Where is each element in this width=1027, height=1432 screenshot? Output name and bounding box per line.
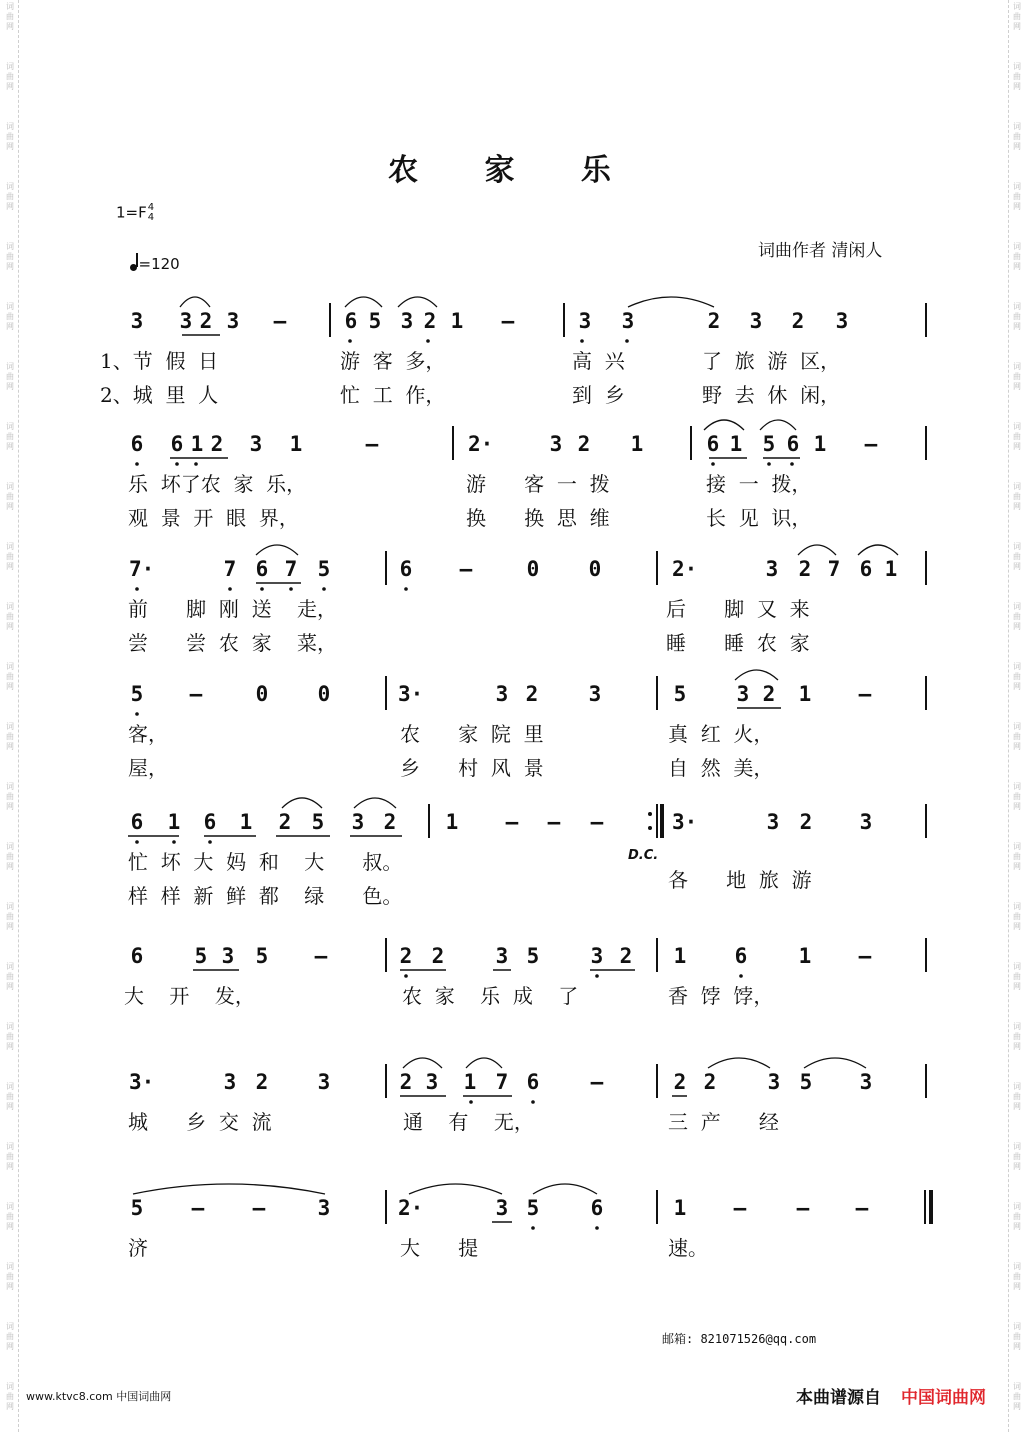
dash-note: – xyxy=(858,682,872,706)
note: 1 xyxy=(239,810,253,834)
left-watermark-strip xyxy=(2,0,19,1432)
note: 3 xyxy=(317,1070,331,1094)
watermark-text: 词 曲 网 xyxy=(1013,542,1021,571)
watermark-text: 词 曲 网 xyxy=(6,542,14,571)
note: 1 xyxy=(673,944,687,968)
lyric-line: 大 开 发， xyxy=(124,984,255,1008)
note: 3 xyxy=(495,1196,509,1220)
dash-note: – xyxy=(273,309,287,333)
note: 5 xyxy=(526,944,540,968)
note: 2 xyxy=(673,1070,687,1094)
footer-website: www.ktvc8.com 中国词曲网 xyxy=(26,1390,172,1403)
octave-dot xyxy=(711,462,715,466)
lyric-line: 济 xyxy=(128,1236,148,1260)
note: 0 xyxy=(526,557,540,581)
watermark-text: 词 曲 网 xyxy=(6,2,14,31)
note: 6 xyxy=(255,557,269,581)
octave-dot xyxy=(426,339,430,343)
note: 3 xyxy=(859,810,873,834)
slur-mark xyxy=(409,1184,502,1194)
barline xyxy=(925,426,927,460)
note: 7· xyxy=(129,557,155,581)
note: 2 xyxy=(210,432,224,456)
repeat-barline xyxy=(660,804,664,838)
note: 6 xyxy=(590,1196,604,1220)
watermark-text: 词 曲 网 xyxy=(1013,242,1021,271)
note: 6 xyxy=(170,432,184,456)
lyric-line: 农 家 院 里 xyxy=(400,722,544,746)
barline xyxy=(656,1064,658,1098)
note: 6 xyxy=(734,944,748,968)
tempo-marking xyxy=(130,255,180,273)
note: 3 xyxy=(223,1070,237,1094)
slur-mark xyxy=(858,545,898,555)
lyric-line: 客， xyxy=(128,722,168,746)
watermark-text: 词 曲 网 xyxy=(6,1202,14,1231)
note: 2 xyxy=(791,309,805,333)
watermark-text: 词 曲 网 xyxy=(1013,662,1021,691)
note: 3 xyxy=(400,309,414,333)
watermark-text: 词 曲 网 xyxy=(6,302,14,331)
dash-note: – xyxy=(191,1196,205,1220)
barline xyxy=(925,804,927,838)
note: 2 xyxy=(423,309,437,333)
note: 7 xyxy=(495,1070,509,1094)
note: 5 xyxy=(317,557,331,581)
slur-mark xyxy=(798,545,836,555)
lyric-line: 游 客 多， xyxy=(340,349,446,373)
watermark-text: 词 曲 网 xyxy=(1013,722,1021,751)
note: 6 xyxy=(859,557,873,581)
barline xyxy=(385,1190,387,1224)
final-barline xyxy=(924,1190,926,1224)
quarter-note-stem xyxy=(136,253,138,267)
watermark-text: 词 曲 网 xyxy=(1013,1022,1021,1051)
lyric-line: 乐 坏了农 家 乐， xyxy=(128,472,307,496)
note: 3· xyxy=(398,682,424,706)
note: 7 xyxy=(284,557,298,581)
watermark-text: 词 曲 网 xyxy=(1013,302,1021,331)
note: 3 xyxy=(588,682,602,706)
note: 3 xyxy=(765,557,779,581)
watermark-text: 词 曲 网 xyxy=(1013,1382,1021,1411)
lyric-line: 速。 xyxy=(668,1236,708,1260)
dash-note: – xyxy=(796,1196,810,1220)
note: 3 xyxy=(130,309,144,333)
octave-dot xyxy=(194,462,198,466)
slur-mark xyxy=(354,798,396,808)
lyric-line: 接 一 拨， xyxy=(706,472,812,496)
octave-dot xyxy=(469,1100,473,1104)
lyric-line: 高 兴 xyxy=(572,349,625,373)
meter-top: 4 xyxy=(147,202,155,213)
lyric-line: 样 样 新 鲜 都 绿 色。 xyxy=(128,884,403,908)
note: 5 xyxy=(526,1196,540,1220)
watermark-text: 词 曲 网 xyxy=(1013,842,1021,871)
lyric-line: 观 景 开 眼 界， xyxy=(128,506,299,530)
watermark-text: 词 曲 网 xyxy=(6,362,14,391)
octave-dot xyxy=(289,587,293,591)
note: 3 xyxy=(736,682,750,706)
note: 3 xyxy=(226,309,240,333)
lyric-line: 屋， xyxy=(128,756,168,780)
watermark-text: 词 曲 网 xyxy=(1013,1202,1021,1231)
note: 1 xyxy=(798,682,812,706)
note: 2 xyxy=(619,944,633,968)
watermark-text: 词 曲 网 xyxy=(6,62,14,91)
note: 6 xyxy=(130,944,144,968)
watermark-text: 词 曲 网 xyxy=(6,122,14,151)
note: 1 xyxy=(463,1070,477,1094)
slur-mark xyxy=(398,297,437,307)
note: 5 xyxy=(673,682,687,706)
note: 2 xyxy=(703,1070,717,1094)
note: 1 xyxy=(630,432,644,456)
octave-dot xyxy=(404,974,408,978)
slur-mark xyxy=(533,1184,597,1194)
watermark-text: 词 曲 网 xyxy=(6,902,14,931)
footer-brand: 中国词曲网 xyxy=(901,1388,986,1408)
note: 3 xyxy=(317,1196,331,1220)
slur-mark xyxy=(735,670,778,680)
watermark-text: 词 曲 网 xyxy=(6,482,14,511)
watermark-text: 词 曲 网 xyxy=(6,962,14,991)
note: 3 xyxy=(425,1070,439,1094)
tempo-value: =120 xyxy=(138,255,180,273)
note: 6 xyxy=(526,1070,540,1094)
watermark-text: 词 曲 网 xyxy=(6,722,14,751)
footer-source xyxy=(796,1383,986,1408)
note: 3 xyxy=(351,810,365,834)
lyric-line: 忙 坏 大 妈 和 大 叔。 xyxy=(128,850,403,874)
note: 3· xyxy=(129,1070,155,1094)
watermark-text: 词 曲 网 xyxy=(1013,1262,1021,1291)
octave-dot xyxy=(135,462,139,466)
lyric-line: 自 然 美， xyxy=(668,756,774,780)
watermark-text: 词 曲 网 xyxy=(1013,902,1021,931)
note: 2 xyxy=(399,944,413,968)
watermark-text: 词 曲 网 xyxy=(1013,62,1021,91)
lyric-line: 1、节 假 日 xyxy=(100,349,219,373)
octave-dot xyxy=(208,840,212,844)
right-watermark-strip xyxy=(1008,0,1025,1432)
dc-marking: D.C. xyxy=(628,848,659,863)
lyric-line: 野 去 休 闲， xyxy=(702,383,841,407)
watermark-text: 词 曲 网 xyxy=(1013,962,1021,991)
octave-dot xyxy=(580,339,584,343)
dash-note: – xyxy=(501,309,515,333)
watermark-text: 词 曲 网 xyxy=(6,1322,14,1351)
email-line: 邮箱: 821071526@qq.com xyxy=(662,1332,817,1346)
note: 6 xyxy=(706,432,720,456)
octave-dot xyxy=(135,712,139,716)
barline xyxy=(656,938,658,972)
slur-mark xyxy=(282,798,322,808)
note: 2 xyxy=(707,309,721,333)
slur-mark xyxy=(345,297,382,307)
note: 3 xyxy=(549,432,563,456)
note: 2 xyxy=(799,810,813,834)
note: 5 xyxy=(762,432,776,456)
note: 3 xyxy=(766,810,780,834)
note: 3 xyxy=(835,309,849,333)
dash-note: – xyxy=(547,810,561,834)
note: 1 xyxy=(450,309,464,333)
note: 3 xyxy=(749,309,763,333)
lyric-line: 游 客 一 拨 xyxy=(466,472,610,496)
dash-note: – xyxy=(314,944,328,968)
watermark-text: 词 曲 网 xyxy=(1013,782,1021,811)
slur-mark xyxy=(133,1184,325,1194)
note: 6 xyxy=(130,810,144,834)
dash-note: – xyxy=(252,1196,266,1220)
watermark-text: 词 曲 网 xyxy=(1013,422,1021,451)
note: 1 xyxy=(167,810,181,834)
note: 2· xyxy=(398,1196,424,1220)
watermark-text: 词 曲 网 xyxy=(6,182,14,211)
octave-dot xyxy=(260,587,264,591)
final-barline xyxy=(929,1190,933,1224)
dash-note: – xyxy=(733,1196,747,1220)
note: 1 xyxy=(673,1196,687,1220)
dash-note: – xyxy=(858,944,872,968)
lyric-line: 真 红 火， xyxy=(668,722,774,746)
time-signature xyxy=(148,203,154,223)
note: 1 xyxy=(445,810,459,834)
note: 2· xyxy=(468,432,494,456)
note: 3 xyxy=(590,944,604,968)
note: 1 xyxy=(798,944,812,968)
note: 1 xyxy=(289,432,303,456)
lyric-line: 忙 工 作， xyxy=(340,383,446,407)
note: 3 xyxy=(221,944,235,968)
barline xyxy=(690,426,692,460)
barline xyxy=(329,303,331,337)
octave-dot xyxy=(739,974,743,978)
barline xyxy=(656,676,658,710)
slur-mark xyxy=(804,1058,866,1068)
watermark-text: 词 曲 网 xyxy=(6,1082,14,1111)
lyric-line: 大 提 xyxy=(400,1236,479,1260)
note: 6 xyxy=(399,557,413,581)
barline xyxy=(925,938,927,972)
octave-dot xyxy=(595,974,599,978)
note: 3· xyxy=(672,810,698,834)
note: 2 xyxy=(431,944,445,968)
note: 3 xyxy=(179,309,193,333)
dash-note: – xyxy=(864,432,878,456)
repeat-dot xyxy=(648,826,652,830)
watermark-text: 词 曲 网 xyxy=(6,1022,14,1051)
note: 2· xyxy=(672,557,698,581)
barline xyxy=(385,938,387,972)
barline xyxy=(385,551,387,585)
slur-mark xyxy=(180,297,210,307)
watermark-text: 词 曲 网 xyxy=(1013,362,1021,391)
slur-mark xyxy=(466,1058,502,1068)
footer-source-text: 本曲谱源自 xyxy=(796,1388,881,1408)
dash-note: – xyxy=(855,1196,869,1220)
note: 5 xyxy=(368,309,382,333)
note: 1 xyxy=(884,557,898,581)
watermark-text: 词 曲 网 xyxy=(6,242,14,271)
dash-note: – xyxy=(590,810,604,834)
note: 2 xyxy=(399,1070,413,1094)
note: 2 xyxy=(525,682,539,706)
dash-note: – xyxy=(459,557,473,581)
watermark-text: 词 曲 网 xyxy=(1013,1082,1021,1111)
note: 2 xyxy=(255,1070,269,1094)
octave-dot xyxy=(348,339,352,343)
note: 0 xyxy=(588,557,602,581)
slur-mark xyxy=(760,420,796,430)
slur-mark xyxy=(704,420,744,430)
watermark-text: 词 曲 网 xyxy=(1013,1322,1021,1351)
lyric-line: 到 乡 xyxy=(572,383,625,407)
note: 3 xyxy=(495,682,509,706)
barline xyxy=(563,303,565,337)
slur-mark xyxy=(708,1058,770,1068)
key-label: 1=F xyxy=(116,203,147,222)
barline xyxy=(925,676,927,710)
note: 7 xyxy=(827,557,841,581)
note: 0 xyxy=(317,682,331,706)
octave-dot xyxy=(531,1100,535,1104)
note: 6 xyxy=(786,432,800,456)
watermark-text: 词 曲 网 xyxy=(6,782,14,811)
note: 1 xyxy=(190,432,204,456)
dash-note: – xyxy=(189,682,203,706)
lyric-line: 农 家 乐 成 了 xyxy=(402,984,579,1008)
lyric-line: 前 脚 刚 送 走， xyxy=(128,597,338,621)
author-credit: 词曲作者 清闲人 xyxy=(758,241,883,261)
barline xyxy=(428,804,430,838)
note: 2 xyxy=(383,810,397,834)
watermark-text: 词 曲 网 xyxy=(1013,602,1021,631)
note: 3 xyxy=(767,1070,781,1094)
watermark-text: 词 曲 网 xyxy=(1013,2,1021,31)
note: 5 xyxy=(194,944,208,968)
octave-dot xyxy=(404,587,408,591)
octave-dot xyxy=(790,462,794,466)
barline xyxy=(656,1190,658,1224)
octave-dot xyxy=(175,462,179,466)
lyric-line: 尝 尝 农 家 菜， xyxy=(128,631,338,655)
watermark-text: 词 曲 网 xyxy=(6,1382,14,1411)
lyric-line: 通 有 无， xyxy=(403,1110,534,1134)
note: 2 xyxy=(798,557,812,581)
barline xyxy=(385,1064,387,1098)
watermark-text: 词 曲 网 xyxy=(6,602,14,631)
note: 3 xyxy=(249,432,263,456)
note: 6 xyxy=(344,309,358,333)
note: 5 xyxy=(130,682,144,706)
lyric-line: 香 饽 饽， xyxy=(668,984,774,1008)
octave-dot xyxy=(595,1226,599,1230)
barline xyxy=(925,551,927,585)
note: 1 xyxy=(729,432,743,456)
note: 3 xyxy=(495,944,509,968)
watermark-text: 词 曲 网 xyxy=(6,422,14,451)
lyric-line: 2、城 里 人 xyxy=(100,383,219,407)
barline xyxy=(925,1064,927,1098)
watermark-text: 词 曲 网 xyxy=(1013,482,1021,511)
note: 1 xyxy=(813,432,827,456)
note: 2 xyxy=(278,810,292,834)
key-signature xyxy=(116,203,154,223)
dash-note: – xyxy=(590,1070,604,1094)
lyric-line: 乡 村 风 景 xyxy=(400,756,544,780)
meter-bottom: 4 xyxy=(147,212,155,223)
octave-dot xyxy=(228,587,232,591)
note: 6 xyxy=(203,810,217,834)
lyric-line: 换 换 思 维 xyxy=(466,506,610,530)
lyric-line: 三 产 经 xyxy=(668,1110,779,1134)
note: 0 xyxy=(255,682,269,706)
lyric-line: 长 见 识， xyxy=(706,506,812,530)
watermark-text: 词 曲 网 xyxy=(1013,122,1021,151)
slur-mark xyxy=(256,545,298,555)
watermark-text: 词 曲 网 xyxy=(1013,1142,1021,1171)
watermark-text: 词 曲 网 xyxy=(6,1262,14,1291)
song-title: 农 家 乐 xyxy=(388,153,639,188)
note: 5 xyxy=(799,1070,813,1094)
note: 3 xyxy=(578,309,592,333)
octave-dot xyxy=(135,840,139,844)
note: 7 xyxy=(223,557,237,581)
slur-mark xyxy=(628,297,714,307)
barline xyxy=(452,426,454,460)
lyric-line: 睡 睡 农 家 xyxy=(666,631,810,655)
barline xyxy=(385,676,387,710)
note: 2 xyxy=(199,309,213,333)
barline xyxy=(925,303,927,337)
note: 2 xyxy=(762,682,776,706)
dash-note: – xyxy=(365,432,379,456)
octave-dot xyxy=(767,462,771,466)
octave-dot xyxy=(625,339,629,343)
note: 6 xyxy=(130,432,144,456)
dash-note: – xyxy=(505,810,519,834)
repeat-barline xyxy=(656,804,658,838)
octave-dot xyxy=(322,587,326,591)
lyric-line: 了 旅 游 区， xyxy=(702,349,841,373)
note: 3 xyxy=(621,309,635,333)
slur-mark xyxy=(403,1058,442,1068)
note: 5 xyxy=(255,944,269,968)
note: 5 xyxy=(311,810,325,834)
watermark-text: 词 曲 网 xyxy=(6,842,14,871)
octave-dot xyxy=(531,1226,535,1230)
octave-dot xyxy=(135,587,139,591)
note: 2 xyxy=(577,432,591,456)
lyric-line: 城 乡 交 流 xyxy=(128,1110,272,1134)
lyric-line: 后 脚 又 来 xyxy=(666,597,810,621)
octave-dot xyxy=(172,840,176,844)
watermark-text: 词 曲 网 xyxy=(6,1142,14,1171)
note: 5 xyxy=(130,1196,144,1220)
watermark-text: 词 曲 网 xyxy=(6,662,14,691)
lyric-line: 各 地 旅 游 xyxy=(668,868,812,892)
barline xyxy=(656,551,658,585)
repeat-dot xyxy=(648,812,652,816)
watermark-text: 词 曲 网 xyxy=(1013,182,1021,211)
note: 3 xyxy=(859,1070,873,1094)
